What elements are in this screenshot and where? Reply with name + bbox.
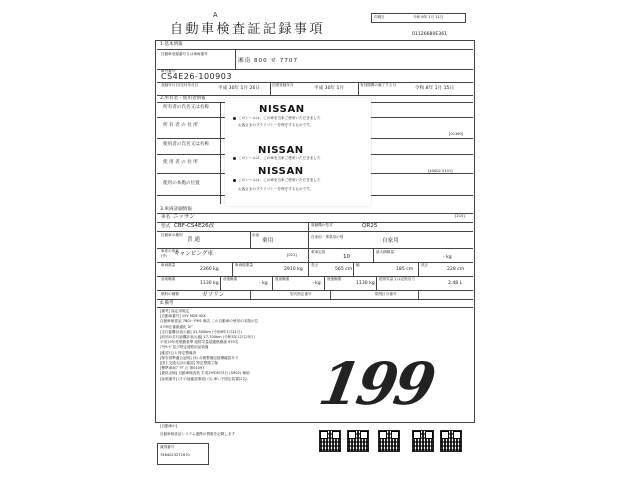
type-number-label: 型式指定番号 — [290, 292, 312, 296]
owner-name-label: 所有者の氏名又は名称 — [163, 105, 209, 110]
max-load: - kg — [443, 255, 452, 260]
remark-line: ｱｸｾｻｰｷﾞ及び特定道路用品装備 — [160, 345, 209, 350]
first-year-label: 初度登録年月 — [272, 83, 294, 87]
qr-code-5 — [440, 430, 462, 452]
remark-line: [備考] 協定用規定 — [160, 309, 190, 313]
remark-line: 4 FM区番最適化 0ﾃﾞ — [160, 324, 194, 329]
chassis-number: CS4E26-100903 — [161, 72, 232, 81]
base-location-label: 使用の本拠の位置 — [163, 181, 200, 186]
displacement: 2.48 L — [448, 281, 463, 286]
qr-code-3 — [378, 430, 400, 452]
shape: キャンピング車 — [174, 251, 214, 257]
reference-number: 01126680E361 — [412, 32, 448, 37]
registration-number: 湘南 800 せ 7707 — [238, 58, 299, 64]
body-code: [021] — [287, 253, 297, 257]
bullet-icon — [233, 157, 236, 160]
fuel: ガソリン — [202, 292, 225, 298]
document-title: 自動車検査証記録事項 — [170, 22, 326, 37]
front-rear-axle-label: 前後軸重 — [223, 277, 238, 281]
footer-note-label: [自動車の] — [160, 424, 178, 428]
nissan-logo-2: NISSAN — [258, 145, 304, 156]
sticker1-line1: このシールは、この車を当家ご使用いただきました — [238, 116, 321, 120]
gross-weight: 2910 kg — [284, 267, 303, 272]
expiry-date: 令和 8年 1月 15日 — [415, 86, 455, 91]
expiry-label: 有効期間の満了する日 — [360, 83, 396, 87]
length-label: 長さ — [311, 263, 319, 267]
displacement-label: 総排気量又は定格出力 — [379, 277, 415, 281]
vehicle-weight: 2360 kg — [200, 267, 219, 272]
bullet-icon — [233, 179, 236, 182]
height: 228 cm — [447, 267, 465, 272]
rear-front-axle-label: 後前軸重 — [275, 277, 290, 281]
section1-heading: 1.基本情報 — [160, 42, 183, 47]
print-date: 令和 6年 1月 11日 — [413, 15, 444, 19]
remark-line: [保安基準適合証明] (3) 点検整備記録簿確認あり — [160, 355, 239, 360]
width: 185 cm — [396, 267, 414, 272]
owner-address-label: 所 有 者 の 住 所 — [163, 123, 198, 128]
qr-code-1 — [319, 430, 341, 452]
shape-label: 車体の形状 — [161, 249, 179, 253]
chassis-label: 車台番号 — [161, 69, 176, 73]
remark-line: [確認日] 1 特定整備済 — [160, 350, 197, 355]
engine-label: 原動機の型式 — [311, 223, 333, 227]
print-date-label: 印刷日 — [374, 15, 385, 19]
class-number-label: 類別区分番号 — [375, 292, 397, 296]
user-address-label: 使 用 者 の 住 所 — [163, 160, 198, 165]
handwritten-number: 199 — [314, 350, 439, 418]
remark-line: [自動車番号] 1SY M26 40X — [160, 314, 206, 319]
ownership-use: 自家用 — [382, 238, 399, 244]
first-year: 平成 30年 1月 — [314, 86, 345, 91]
length: 565 cm — [335, 267, 353, 272]
remark-line: [標準車両ﾌﾟﾗｸﾞｲﾝ 第01097 — [160, 366, 205, 371]
capacity-label: 乗車定員 — [311, 250, 326, 254]
width-label: 幅 — [356, 263, 360, 267]
remark-line: 平成19年度燃費基準 総排気量超過燃費値 979名 — [160, 340, 239, 345]
sticker3-line2: お客さまのプライバシーを保守するものです。 — [238, 187, 313, 191]
first-registration: 平成 30年 1月 26日 — [218, 86, 260, 91]
remark-line: [走行距離計表示値] 31,300km (令和6年1月11日) — [160, 329, 242, 334]
remark-line: 自動車検査証 780ﾚｰ PM1 備名 この自動車の使用の本拠の位 — [160, 319, 259, 324]
max-load-label: 最大積載量 — [376, 250, 394, 254]
nissan-logo-3: NISSAN — [258, 166, 304, 177]
model-label: 型式 — [161, 224, 171, 229]
use-label: 用途 — [252, 233, 260, 237]
maker-code: [210] — [455, 214, 465, 218]
model: CBF-CS4E26改 — [174, 223, 215, 229]
bullet-icon — [233, 117, 236, 120]
gross-weight-label: 車両総重量 — [235, 263, 253, 267]
capacity: 10 — [343, 254, 351, 260]
owner-address-code: [01360] — [449, 132, 464, 136]
vehicle-weight-label: 車両重量 — [161, 263, 176, 267]
height-label: 高さ — [421, 263, 429, 267]
remark-line: [国土交通大臣の確認] 特定整備工場 — [160, 361, 218, 365]
front-axle: 1130 kg — [200, 281, 219, 286]
first-registration-label: 登録年月日/交付年月日 — [161, 83, 199, 87]
user-name-label: 使用者の氏名又は名称 — [163, 142, 209, 147]
remark-line: [最終点検] 自動車検査員 平成29年6月5日 (5902) 補助 — [160, 371, 250, 376]
qr-code-2 — [347, 430, 369, 452]
base-location-code: [40002 0101] — [428, 169, 453, 173]
section4-heading: 4.備考 — [160, 301, 174, 306]
rear-axle-label: 後後軸重 — [327, 277, 342, 281]
remark-line: [前回の走行距離計表示値] 17,700km (令和5年12月25日) — [160, 335, 255, 339]
fuel-label: 燃料の種類 — [161, 292, 179, 296]
remark-line: [参照番号] (その他確認事項) (1) 車いす固定装置(2名) — [160, 376, 248, 381]
registration-number-label: 自動車登録番号又は車両番号 — [161, 52, 208, 56]
sticker3-line1: このシールは、この車を当家ご使用いただきました — [238, 178, 321, 182]
rear-axle: 1130 kg — [356, 281, 375, 286]
id-label: 識別番号 — [160, 445, 175, 449]
category: 普 通 — [187, 237, 200, 243]
engine-model: QR25 — [362, 223, 378, 229]
maker-label: 車名 — [161, 215, 171, 220]
qr-code-4 — [412, 430, 434, 452]
sticker2-line1: このシールは、この車を当家ご使用いただきました — [238, 156, 321, 160]
shape-prefix: (外) — [161, 254, 168, 258]
header-letter: A — [213, 11, 218, 19]
id-number: 7464023271670 — [160, 453, 190, 457]
sticker1-line2: お客さまのプライバシーを保守するものです。 — [238, 123, 313, 127]
nissan-logo-1: NISSAN — [259, 104, 305, 115]
front-rear-axle: - kg — [259, 281, 268, 286]
section2-heading: 2.所有者・使用者情報 — [160, 96, 206, 101]
front-axle-label: 前前軸重 — [161, 277, 176, 281]
maker: ニッサン — [173, 214, 195, 220]
rear-front-axle: - kg — [312, 281, 321, 286]
section3-heading: 3.車両詳細情報 — [160, 207, 192, 212]
purpose: 乗用 — [262, 238, 274, 244]
ownership-use-label: 自家用・事業用の別 — [311, 235, 344, 239]
footer-note: 自動車検査証システム連携の情報を記載します — [160, 432, 236, 436]
category-label: 自動車の種別 — [161, 233, 183, 237]
